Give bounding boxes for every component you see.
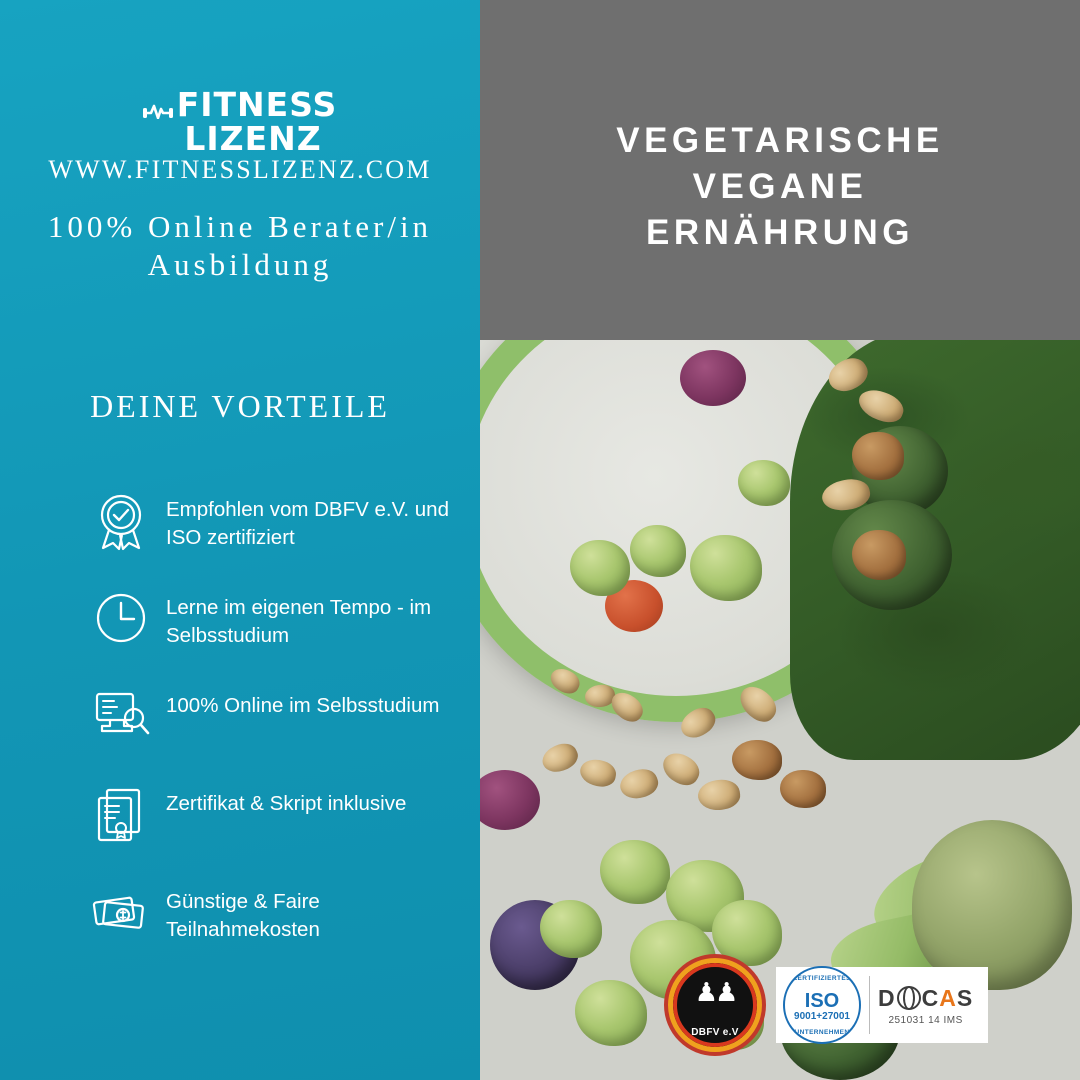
- iso-standard-number: 9001+27001: [794, 1010, 850, 1022]
- iso-dicas-badge-block: [776, 967, 988, 1043]
- walnut-shape: [852, 530, 906, 580]
- dicas-letter-d: D: [878, 984, 896, 1011]
- brand-website-url[interactable]: WWW.FITNESSLIZENZ.COM: [48, 155, 432, 184]
- clock-icon: [90, 590, 152, 652]
- benefit-text: Empfohlen vom DBFV e.V. und ISO zertifiziert: [166, 498, 449, 549]
- brand-logo-line2: LIZENZ: [184, 119, 322, 158]
- dicas-letter-s: S: [956, 984, 974, 1011]
- dicas-logo: [878, 985, 973, 1026]
- brussels-sprout-shape: [712, 900, 782, 966]
- benefit-text: Zertifikat & Skript inklusive: [166, 792, 407, 815]
- page-title-line1: VEGETARISCHE: [616, 121, 944, 160]
- benefit-text: 100% Online im Selbsstudium: [166, 694, 440, 717]
- list-item: [90, 786, 480, 860]
- money-bills-icon: [90, 884, 152, 946]
- online-monitor-icon: [90, 688, 152, 750]
- dicas-letter-c: C: [921, 984, 940, 1011]
- award-badge-icon: [90, 492, 152, 554]
- list-item: [90, 884, 480, 958]
- iso-main-text: ISO: [804, 989, 840, 1012]
- certificate-document-icon: [90, 786, 152, 848]
- brand-logo[interactable]: [0, 85, 480, 158]
- brussels-sprout-shape: [575, 980, 647, 1046]
- benefit-text: Lerne im eigenen Tempo - im Selbsstudium: [166, 596, 432, 647]
- dbfv-label: DBFV e.V: [691, 1027, 739, 1038]
- dbfv-emblem-icon: [668, 958, 762, 1052]
- benefits-list: [90, 492, 480, 982]
- benefit-text: Günstige & Faire Teilnahmekosten: [166, 890, 320, 941]
- list-item: [90, 688, 480, 762]
- badge-divider: [869, 976, 870, 1034]
- page-title-line2: VEGANE: [692, 167, 868, 206]
- iso-certification-icon: [783, 966, 861, 1044]
- red-onion-shape: [680, 350, 746, 406]
- course-headline: 100% Online Berater/in Ausbildung: [47, 209, 433, 282]
- brussels-sprout-shape: [570, 540, 630, 596]
- page-title-line3: ERNÄHRUNG: [646, 213, 914, 252]
- dicas-letter-a: A: [939, 984, 957, 1011]
- list-item: [90, 590, 480, 664]
- iso-bottom-text: UNTERNEHMEN: [794, 1029, 850, 1036]
- globe-icon: [897, 986, 921, 1010]
- dicas-registration-code: 251031 14 IMS: [888, 1014, 963, 1026]
- dbfv-figures: ♟♟: [694, 977, 736, 1007]
- brand-logo-line1: FITNESS: [176, 85, 338, 124]
- iso-top-text: ZERTIFIZIERTES: [793, 975, 851, 982]
- pecan-shape: [780, 770, 826, 808]
- heartbeat-dumbbell-icon: [143, 91, 173, 125]
- left-info-panel: [0, 0, 480, 1080]
- walnut-shape: [852, 432, 904, 480]
- benefits-section-title: DEINE VORTEILE: [90, 388, 390, 424]
- brussels-sprout-shape: [690, 535, 762, 601]
- pecan-shape: [732, 740, 782, 780]
- certification-badges: [668, 958, 988, 1052]
- list-item: [90, 492, 480, 566]
- brussels-sprout-shape: [738, 460, 790, 506]
- page-title: [480, 118, 1080, 256]
- brussels-sprout-shape: [540, 900, 602, 958]
- brussels-sprout-shape: [630, 525, 686, 577]
- brussels-sprout-shape: [600, 840, 670, 904]
